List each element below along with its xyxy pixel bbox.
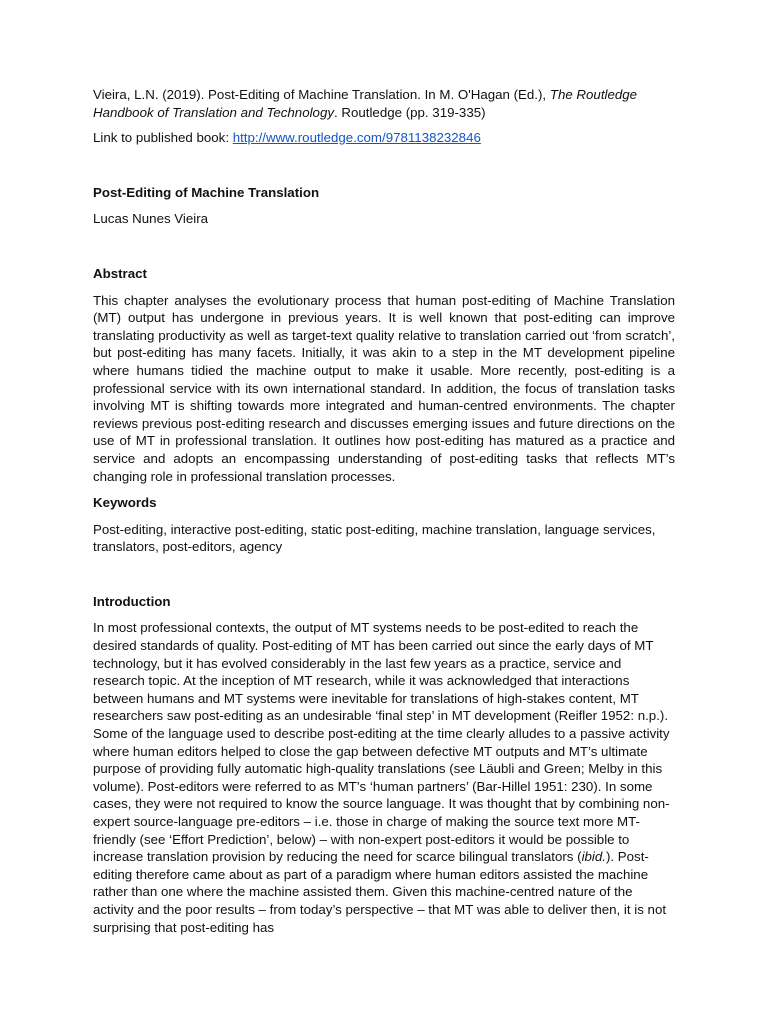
citation [93, 86, 675, 121]
link-label: Link to published book: [93, 130, 233, 146]
abstract-body: This chapter analyses the evolutionary process that human post-editing of Machine Translation (MT) output has undergone in previous years. It is well known that post-editing can improve translating productivity as well as target-text quality relative to translation carried out ‘from scratch’, but post-editing has many facets. Initially, it was akin to a step in the MT development pipeline where humans tidied the machine output to make it usable. More recently, post-editing is a professional service with its own international standard. In addition, the focus of translation tasks involving MT is shifting towards more integrated and human-centred environments. The chapter reviews previous post-editing research and discusses emerging issues and future directions on the use of MT in professional translation. It outlines how post-editing has matured as a practice and service and adopts an encompassing understanding of post-editing tasks that reflects MT’s changing role in professional translation processes. [93, 292, 675, 484]
introduction-ibid: ibid. [581, 849, 606, 865]
author-name: Lucas Nunes Vieira [93, 211, 209, 227]
introduction-text-part-1: In most professional contexts, the output of MT systems needs to be post-edited to reach the desired standards of quality. Post-editing of MT has been carried out since the early days of MT technology, but it has evolved considerably in the last few years as a practice, service and research topic. At the inception of MT research, while it was acknowledged that interactions between humans and MT systems were inevitable for translations of high-stakes content, MT researchers saw post-editing as an undesirable ‘final step’ in MT development (Reifler 1952: n.p.). Some of the language used to describe post-editing at the time clearly alludes to a passive activity where human editors helped to close the gap between defective MT outputs and MT’s ultimate purpose of providing fully automatic high-quality translations (see Läubli and Green; Melby in this volume). Post-editors were referred to as MT’s ‘human partners’ (Bar-Hillel 1951: 230). In some cases, they were not required to know the source language. It was thought that by combining non-expert source-language pre-editors – i.e. those in charge of making the source text more MT-friendly (see ‘Effort Prediction’, below) – with non-expert post-editors it would be possible to increase translation provision by reducing the need for scarce bilingual translators ( [93, 620, 670, 865]
keywords-heading: Keywords [93, 495, 157, 511]
introduction-text-part-2: ). Post-editing therefore came about as part of a paradigm where human editors assisted the machine rather than one where the machine assisted them. Given this machine-centred nature of the activity and the poor results – from today’s perspective – that MT was able to deliver then, it is not surprising that post-editing has [93, 849, 667, 935]
introduction-body [93, 619, 675, 936]
abstract-heading: Abstract [93, 265, 147, 281]
introduction-heading: Introduction [93, 593, 171, 609]
chapter-title: Post-Editing of Machine Translation [93, 184, 320, 200]
published-book-link[interactable]: http://www.routledge.com/9781138232846 [232, 130, 481, 146]
citation-text: Vieira, L.N. (2019). Post-Editing of Machine Translation. In M. O'Hagan (Ed.), [93, 87, 550, 102]
keywords-body: Post-editing, interactive post-editing, static post-editing, machine translation, language services, translators, post-editors, agency [93, 521, 656, 555]
citation-publisher: . Routledge (pp. 319-335) [334, 104, 486, 120]
published-book-link-line [93, 129, 675, 147]
citation-book-title: The Routledge Handbook of Translation and Technology [93, 87, 638, 120]
